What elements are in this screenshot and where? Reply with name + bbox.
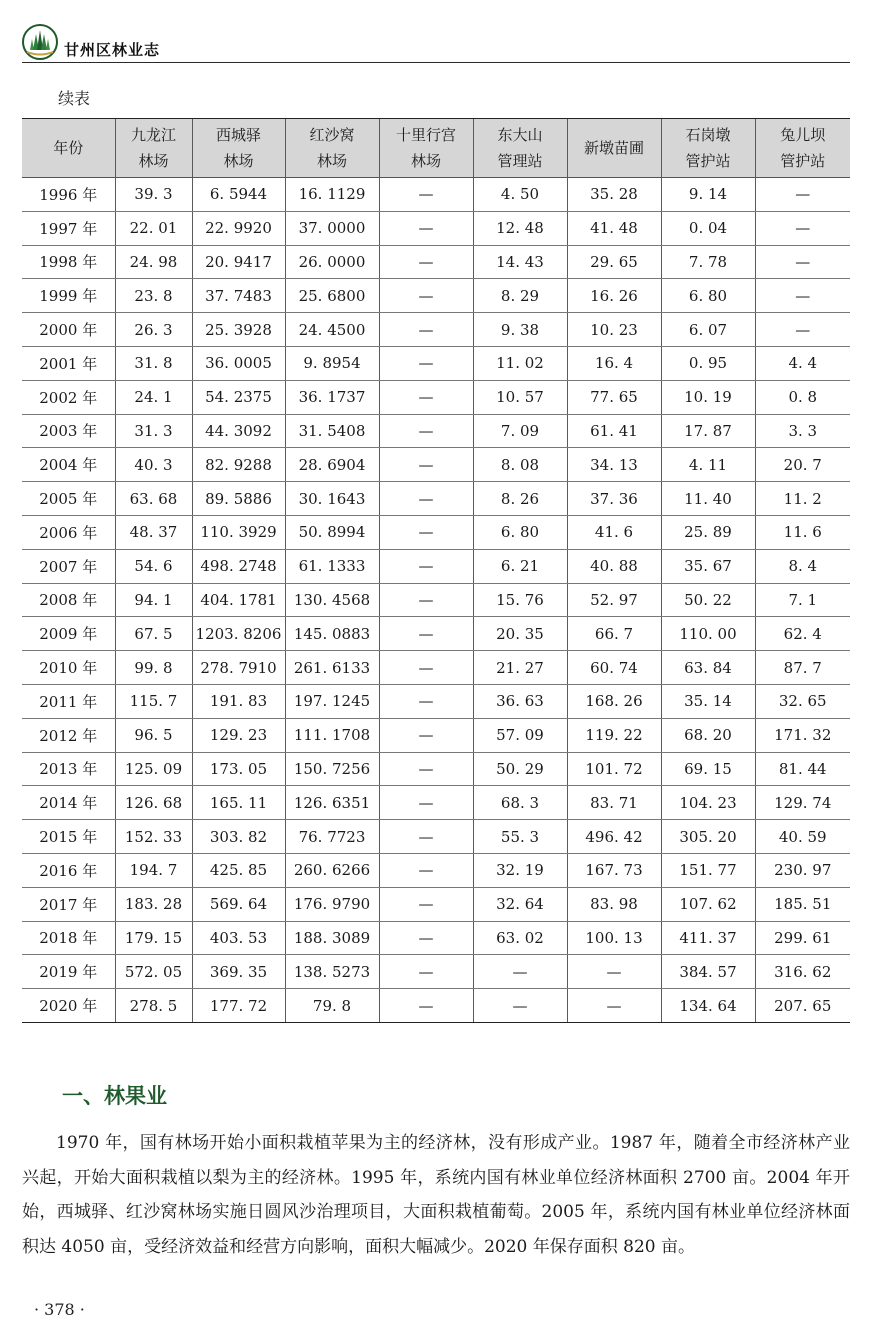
value-cell: 79. 8 [285,989,379,1023]
value-cell: 6. 80 [661,279,755,313]
year-cell: 2002 年 [22,380,115,414]
value-cell: 100. 13 [567,921,661,955]
year-cell: 2014 年 [22,786,115,820]
value-cell: 40. 59 [755,820,850,854]
section-title: 一、林果业 [62,1084,167,1108]
year-cell: 2000 年 [22,313,115,347]
table-row [22,549,850,583]
value-cell: — [379,515,473,549]
value-cell: 425. 85 [192,853,285,887]
table-row [22,583,850,617]
value-cell: 68. 20 [661,718,755,752]
value-cell: 0. 04 [661,211,755,245]
column-header-line: 东大山 [497,126,543,144]
value-cell: 30. 1643 [285,482,379,516]
column-header-line: 林场 [223,152,254,170]
value-cell: 134. 64 [661,989,755,1023]
column-header-line: 九龙江 [130,126,176,144]
value-cell: 24. 1 [115,380,192,414]
value-cell: 20. 7 [755,448,850,482]
value-cell: 37. 0000 [285,211,379,245]
forestry-data-table [22,118,850,1023]
table-row [22,482,850,516]
table-body [22,178,850,1023]
value-cell: 37. 36 [567,482,661,516]
value-cell: 29. 65 [567,245,661,279]
table-row [22,955,850,989]
value-cell: 54. 6 [115,549,192,583]
value-cell: 25. 6800 [285,279,379,313]
value-cell: 89. 5886 [192,482,285,516]
year-cell: 2007 年 [22,549,115,583]
value-cell: — [755,178,850,212]
value-cell: 130. 4568 [285,583,379,617]
table-row [22,921,850,955]
value-cell: 183. 28 [115,887,192,921]
page-number: · 378 · [34,1300,85,1319]
table-caption: 续表 [58,89,91,108]
value-cell: 411. 37 [661,921,755,955]
value-cell: 207. 65 [755,989,850,1023]
value-cell: 126. 68 [115,786,192,820]
value-cell: 36. 0005 [192,346,285,380]
value-cell: 299. 61 [755,921,850,955]
year-cell: 2001 年 [22,346,115,380]
value-cell: 138. 5273 [285,955,379,989]
value-cell: 36. 63 [473,684,567,718]
table-row [22,651,850,685]
value-cell: — [755,313,850,347]
value-cell: 6. 21 [473,549,567,583]
value-cell: 152. 33 [115,820,192,854]
value-cell: 167. 73 [567,853,661,887]
value-cell: — [755,211,850,245]
value-cell: 179. 15 [115,921,192,955]
value-cell: 57. 09 [473,718,567,752]
value-cell: 99. 8 [115,651,192,685]
year-cell: 2013 年 [22,752,115,786]
value-cell: 83. 98 [567,887,661,921]
value-cell: 176. 9790 [285,887,379,921]
column-header [755,119,850,178]
value-cell: 404. 1781 [192,583,285,617]
value-cell: — [379,820,473,854]
value-cell: 23. 8 [115,279,192,313]
table-header-row [22,119,850,178]
value-cell: 31. 5408 [285,414,379,448]
value-cell: 44. 3092 [192,414,285,448]
value-cell: 8. 26 [473,482,567,516]
value-cell: 384. 57 [661,955,755,989]
value-cell: 41. 6 [567,515,661,549]
value-cell: 32. 65 [755,684,850,718]
value-cell: — [567,989,661,1023]
value-cell: 55. 3 [473,820,567,854]
value-cell: 15. 76 [473,583,567,617]
value-cell: 110. 3929 [192,515,285,549]
value-cell: 41. 48 [567,211,661,245]
value-cell: 4. 4 [755,346,850,380]
value-cell: 20. 35 [473,617,567,651]
year-cell: 2015 年 [22,820,115,854]
value-cell: 6. 80 [473,515,567,549]
value-cell: 7. 78 [661,245,755,279]
value-cell: 125. 09 [115,752,192,786]
value-cell: 261. 6133 [285,651,379,685]
value-cell: 10. 23 [567,313,661,347]
value-cell: 303. 82 [192,820,285,854]
value-cell: — [379,684,473,718]
value-cell: 31. 3 [115,414,192,448]
value-cell: 129. 74 [755,786,850,820]
table-row [22,989,850,1023]
table-row [22,887,850,921]
value-cell: 32. 64 [473,887,567,921]
year-cell: 2017 年 [22,887,115,921]
value-cell: — [379,989,473,1023]
year-cell: 2006 年 [22,515,115,549]
table-row [22,211,850,245]
column-header [115,119,192,178]
value-cell: 94. 1 [115,583,192,617]
value-cell: — [379,651,473,685]
header-title: 甘州区林业志 [64,41,161,59]
value-cell: 25. 3928 [192,313,285,347]
value-cell: — [755,279,850,313]
column-header-line: 年份 [53,139,84,157]
value-cell: 260. 6266 [285,853,379,887]
table-header [22,119,850,178]
value-cell: 16. 1129 [285,178,379,212]
value-cell: 36. 1737 [285,380,379,414]
value-cell: 82. 9288 [192,448,285,482]
value-cell: 24. 4500 [285,313,379,347]
value-cell: 278. 5 [115,989,192,1023]
column-header-line: 石岗墩 [685,126,731,144]
column-header-line: 新墩苗圃 [583,139,644,157]
value-cell: 1203. 8206 [192,617,285,651]
year-cell: 2004 年 [22,448,115,482]
value-cell: — [379,583,473,617]
value-cell: 4. 50 [473,178,567,212]
value-cell: — [379,178,473,212]
year-cell: 1998 年 [22,245,115,279]
value-cell: 0. 95 [661,346,755,380]
year-cell: 2009 年 [22,617,115,651]
value-cell: 52. 97 [567,583,661,617]
value-cell: 8. 4 [755,549,850,583]
column-header-line: 林场 [410,152,441,170]
value-cell: — [379,549,473,583]
value-cell: 569. 64 [192,887,285,921]
value-cell: 12. 48 [473,211,567,245]
value-cell: 11. 02 [473,346,567,380]
value-cell: 35. 28 [567,178,661,212]
table-row [22,786,850,820]
value-cell: 496. 42 [567,820,661,854]
table-row [22,684,850,718]
value-cell: 11. 2 [755,482,850,516]
value-cell: — [473,989,567,1023]
value-cell: — [379,414,473,448]
value-cell: 4. 11 [661,448,755,482]
value-cell: 498. 2748 [192,549,285,583]
value-cell: 37. 7483 [192,279,285,313]
value-cell: 151. 77 [661,853,755,887]
table-row [22,752,850,786]
table-row [22,178,850,212]
value-cell: 150. 7256 [285,752,379,786]
value-cell: 126. 6351 [285,786,379,820]
table-row [22,279,850,313]
column-header [661,119,755,178]
value-cell: 35. 67 [661,549,755,583]
value-cell: 26. 3 [115,313,192,347]
value-cell: — [379,313,473,347]
year-cell: 2020 年 [22,989,115,1023]
value-cell: 197. 1245 [285,684,379,718]
value-cell: 101. 72 [567,752,661,786]
value-cell: — [379,955,473,989]
column-header-line: 管护站 [780,152,826,170]
column-header-line: 林场 [316,152,347,170]
value-cell: 96. 5 [115,718,192,752]
table-row [22,617,850,651]
value-cell: 16. 4 [567,346,661,380]
table-row [22,853,850,887]
value-cell: 20. 9417 [192,245,285,279]
column-header-line: 红沙窝 [309,126,355,144]
column-header-line: 林场 [138,152,169,170]
value-cell: 60. 74 [567,651,661,685]
value-cell: 16. 26 [567,279,661,313]
value-cell: 8. 29 [473,279,567,313]
value-cell: 6. 5944 [192,178,285,212]
value-cell: 40. 3 [115,448,192,482]
value-cell: 9. 8954 [285,346,379,380]
column-header [473,119,567,178]
value-cell: 369. 35 [192,955,285,989]
value-cell: 28. 6904 [285,448,379,482]
value-cell: 50. 22 [661,583,755,617]
value-cell: 145. 0883 [285,617,379,651]
value-cell: 10. 19 [661,380,755,414]
value-cell: — [473,955,567,989]
value-cell: 87. 7 [755,651,850,685]
value-cell: — [379,211,473,245]
value-cell: 66. 7 [567,617,661,651]
value-cell: — [755,245,850,279]
value-cell: 8. 08 [473,448,567,482]
value-cell: 305. 20 [661,820,755,854]
value-cell: 26. 0000 [285,245,379,279]
value-cell: 129. 23 [192,718,285,752]
table-row [22,718,850,752]
column-header-line: 西城驿 [215,126,261,144]
table-row [22,414,850,448]
value-cell: — [379,617,473,651]
column-header [192,119,285,178]
value-cell: 188. 3089 [285,921,379,955]
value-cell: 230. 97 [755,853,850,887]
table-row [22,313,850,347]
year-cell: 2003 年 [22,414,115,448]
value-cell: 24. 98 [115,245,192,279]
column-header [379,119,473,178]
value-cell: 185. 51 [755,887,850,921]
value-cell: 194. 7 [115,853,192,887]
value-cell: 25. 89 [661,515,755,549]
value-cell: — [379,718,473,752]
value-cell: 22. 01 [115,211,192,245]
value-cell: 7. 1 [755,583,850,617]
value-cell: — [379,346,473,380]
year-cell: 2010 年 [22,651,115,685]
table-row [22,515,850,549]
table-row [22,448,850,482]
table-row [22,820,850,854]
column-header-line: 兔儿坝 [780,126,826,144]
value-cell: 111. 1708 [285,718,379,752]
value-cell: 63. 68 [115,482,192,516]
section-paragraph: 1970 年，国有林场开始小面积栽植苹果为主的经济林，没有形成产业。1987 年，随着全市经济林产业兴起，开始大面积栽植以梨为主的经济林。1995 年，系统内国有林业单位经济林面积 2700 亩。2004 年开始，西城驿、红沙窝林场实施日圆风沙治理项目，大面积栽植葡萄。2005 年，系统内国有林业单位经济林面积达 4050 亩，受经济效益和经营方向影响，面积大幅减少。2020 年保存面积 820 亩。 [22,1133,850,1257]
value-cell: 31. 8 [115,346,192,380]
table-row [22,346,850,380]
year-cell: 2019 年 [22,955,115,989]
value-cell: 6. 07 [661,313,755,347]
value-cell: 68. 3 [473,786,567,820]
column-header-line: 管理站 [497,152,543,170]
value-cell: 3. 3 [755,414,850,448]
value-cell: 50. 8994 [285,515,379,549]
value-cell: 83. 71 [567,786,661,820]
value-cell: 10. 57 [473,380,567,414]
value-cell: 17. 87 [661,414,755,448]
year-cell: 1999 年 [22,279,115,313]
year-cell: 1996 年 [22,178,115,212]
value-cell: 32. 19 [473,853,567,887]
value-cell: 63. 84 [661,651,755,685]
value-cell: 173. 05 [192,752,285,786]
value-cell: 7. 09 [473,414,567,448]
value-cell: 50. 29 [473,752,567,786]
value-cell: 572. 05 [115,955,192,989]
page-header [22,22,850,63]
value-cell: 171. 32 [755,718,850,752]
table-row [22,380,850,414]
year-cell: 2016 年 [22,853,115,887]
value-cell: — [379,380,473,414]
column-header [567,119,661,178]
value-cell: — [379,786,473,820]
year-cell: 2008 年 [22,583,115,617]
year-cell: 2018 年 [22,921,115,955]
value-cell: 76. 7723 [285,820,379,854]
value-cell: 278. 7910 [192,651,285,685]
year-cell: 2012 年 [22,718,115,752]
forest-logo-icon [22,24,58,60]
value-cell: — [567,955,661,989]
value-cell: 62. 4 [755,617,850,651]
value-cell: 0. 8 [755,380,850,414]
value-cell: 403. 53 [192,921,285,955]
value-cell: 21. 27 [473,651,567,685]
value-cell: 177. 72 [192,989,285,1023]
value-cell: 40. 88 [567,549,661,583]
value-cell: 119. 22 [567,718,661,752]
value-cell: 63. 02 [473,921,567,955]
value-cell: — [379,279,473,313]
value-cell: 39. 3 [115,178,192,212]
value-cell: 9. 38 [473,313,567,347]
value-cell: — [379,887,473,921]
value-cell: 35. 14 [661,684,755,718]
value-cell: 67. 5 [115,617,192,651]
value-cell: 11. 40 [661,482,755,516]
value-cell: 11. 6 [755,515,850,549]
value-cell: 54. 2375 [192,380,285,414]
value-cell: — [379,482,473,516]
value-cell: 110. 00 [661,617,755,651]
table-row [22,245,850,279]
value-cell: 115. 7 [115,684,192,718]
column-header-line: 十里行宫 [395,126,456,144]
value-cell: 191. 83 [192,684,285,718]
value-cell: — [379,245,473,279]
value-cell: 69. 15 [661,752,755,786]
column-header [285,119,379,178]
value-cell: 48. 37 [115,515,192,549]
value-cell: 165. 11 [192,786,285,820]
value-cell: 14. 43 [473,245,567,279]
value-cell: 316. 62 [755,955,850,989]
value-cell: 22. 9920 [192,211,285,245]
value-cell: 61. 1333 [285,549,379,583]
value-cell: 9. 14 [661,178,755,212]
value-cell: 61. 41 [567,414,661,448]
value-cell: 168. 26 [567,684,661,718]
value-cell: 77. 65 [567,380,661,414]
value-cell: 107. 62 [661,887,755,921]
value-cell: 34. 13 [567,448,661,482]
value-cell: — [379,752,473,786]
value-cell: — [379,448,473,482]
value-cell: 104. 23 [661,786,755,820]
column-header-line: 管护站 [685,152,731,170]
year-cell: 2011 年 [22,684,115,718]
value-cell: 81. 44 [755,752,850,786]
value-cell: — [379,853,473,887]
value-cell: — [379,921,473,955]
year-cell: 2005 年 [22,482,115,516]
column-header [22,119,115,178]
year-cell: 1997 年 [22,211,115,245]
